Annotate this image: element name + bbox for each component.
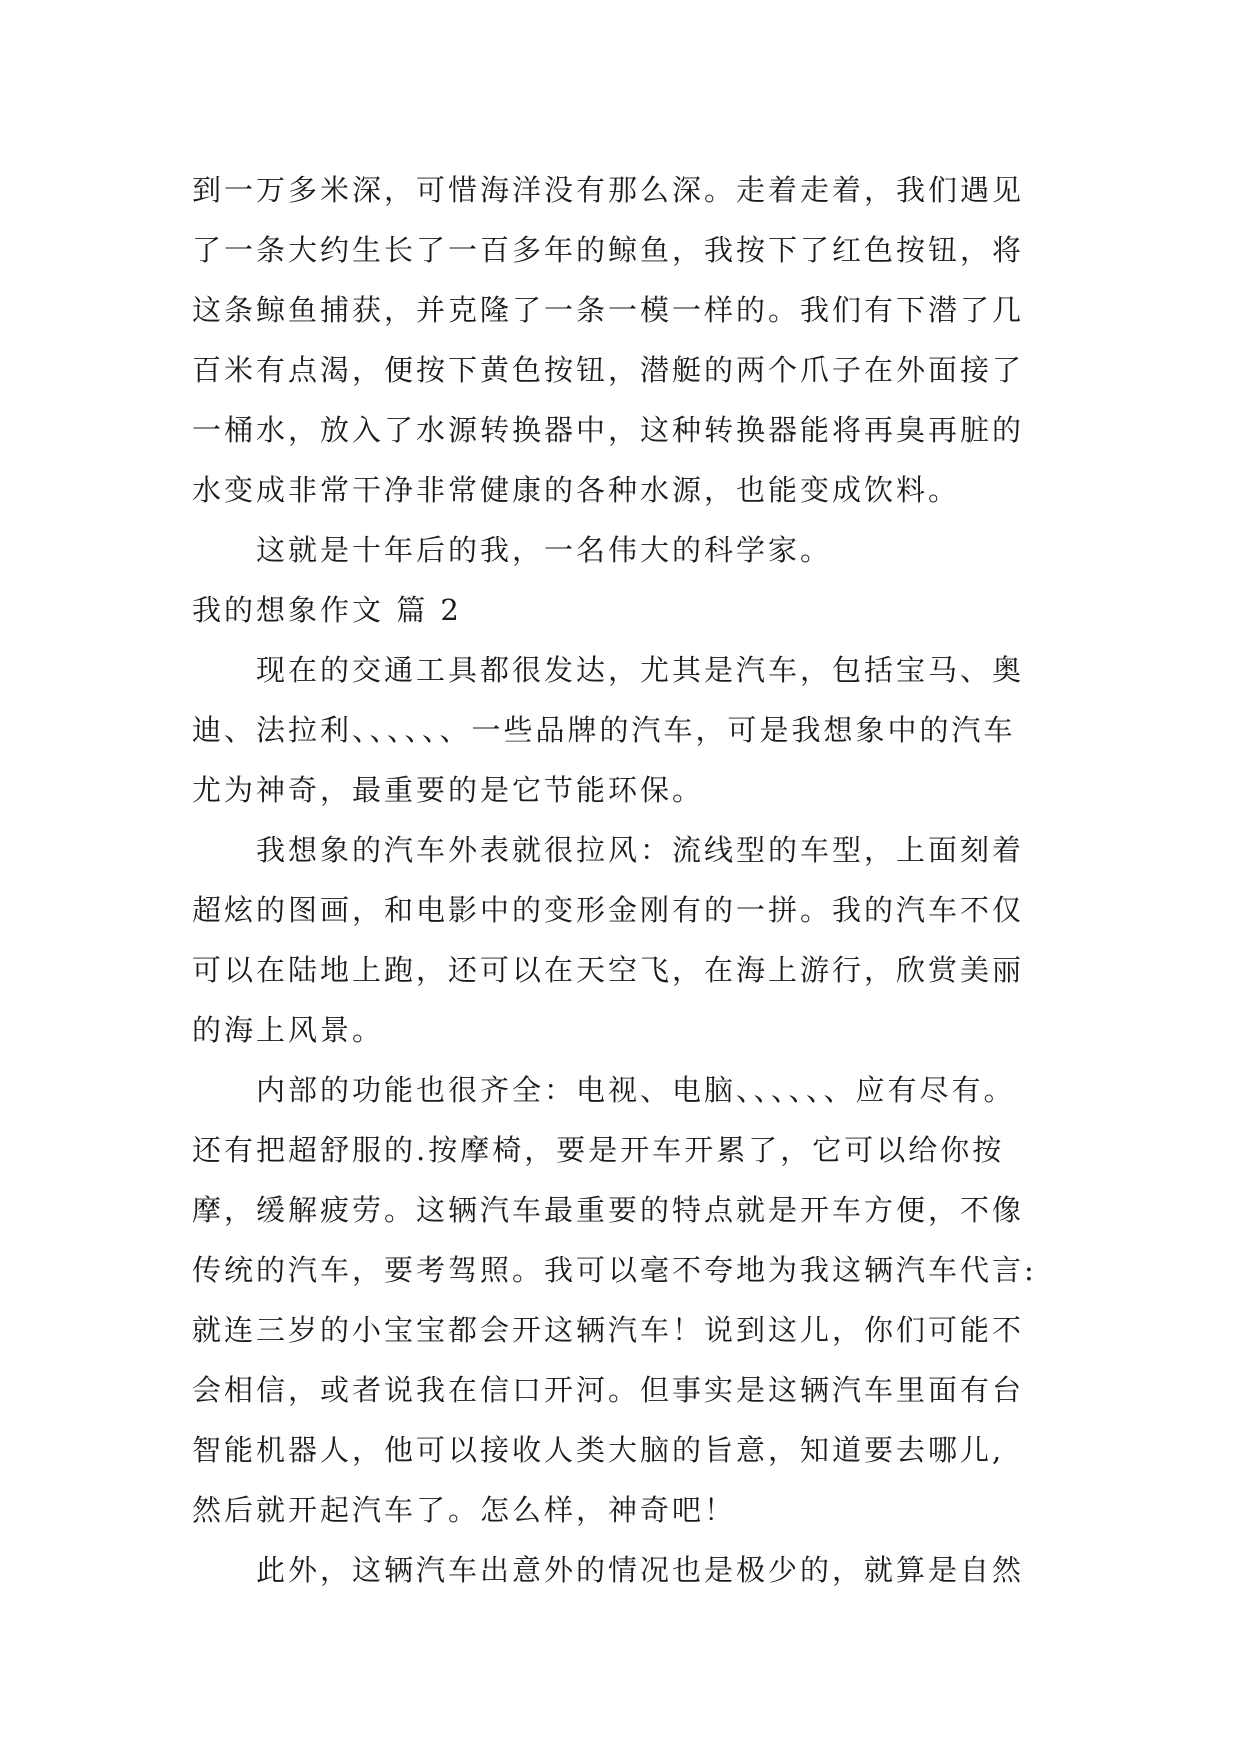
text-line: 百米有点渴，便按下黄色按钮，潜艇的两个爪子在外面接了	[192, 353, 1025, 387]
text-line: 了一条大约生长了一百多年的鲸鱼，我按下了红色按钮，将	[192, 233, 1025, 267]
section-heading: 我的想象作文 篇 2	[192, 593, 462, 627]
text-line: 会相信，或者说我在信口开河。但事实是这辆汽车里面有台	[192, 1373, 1025, 1407]
text-line: 摩，缓解疲劳。这辆汽车最重要的特点就是开车方便，不像	[192, 1193, 1025, 1227]
text-line: 然后就开起汽车了。怎么样，神奇吧！	[192, 1493, 737, 1527]
text-line: 就连三岁的小宝宝都会开这辆汽车！说到这儿，你们可能不	[192, 1313, 1025, 1347]
text-line: 可以在陆地上跑，还可以在天空飞，在海上游行，欣赏美丽	[192, 953, 1025, 987]
text-line: 此外，这辆汽车出意外的情况也是极少的，就算是自然	[256, 1553, 1025, 1587]
document-body	[192, 160, 1072, 1600]
text-line: 这条鲸鱼捕获，并克隆了一条一模一样的。我们有下潜了几	[192, 293, 1025, 327]
text-line: 迪、法拉利、、、、、、一些品牌的汽车，可是我想象中的汽车	[192, 713, 1016, 747]
text-line: 传统的汽车，要考驾照。我可以毫不夸地为我这辆汽车代言:	[192, 1253, 1037, 1287]
text-line: 到一万多米深，可惜海洋没有那么深。走着走着，我们遇见	[192, 173, 1025, 207]
text-line: 一桶水，放入了水源转换器中，这种转换器能将再臭再脏的	[192, 413, 1025, 447]
text-line: 尤为神奇，最重要的是它节能环保。	[192, 773, 705, 807]
text-line: 内部的功能也很齐全：电视、电脑、、、、、、应有尽有。	[256, 1073, 1016, 1107]
text-line: 这就是十年后的我，一名伟大的科学家。	[256, 533, 833, 567]
text-line: 智能机器人，他可以接收人类大脑的旨意，知道要去哪儿,	[192, 1433, 1005, 1467]
text-line: 我想象的汽车外表就很拉风：流线型的车型，上面刻着	[256, 833, 1025, 867]
text-line: 水变成非常干净非常健康的各种水源，也能变成饮料。	[192, 473, 961, 507]
text-line: 超炫的图画，和电影中的变形金刚有的一拼。我的汽车不仅	[192, 893, 1025, 927]
text-line: 现在的交通工具都很发达，尤其是汽车，包括宝马、奥	[256, 653, 1025, 687]
text-line: 的海上风景。	[192, 1013, 385, 1047]
text-line: 还有把超舒服的.按摩椅，要是开车开累了，它可以给你按	[192, 1133, 1005, 1167]
